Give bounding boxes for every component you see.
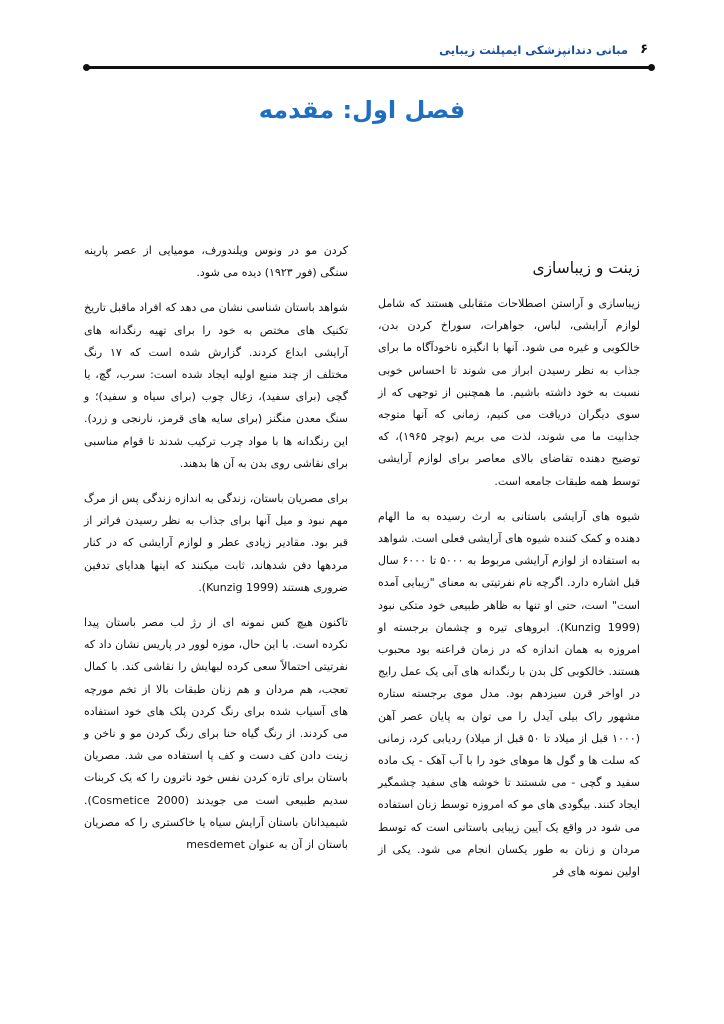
paragraph: زیباسازی و آراستن اصطلاحات متقابلی هستند که شامل لوازم آرایشی، لباس، جواهرات، سوراخ کردن بدن، خالکوبی و غیره می شود. آنها با انگیزه ناخودآگاه ما برای جذاب به نظر رسیدن ابراز می شوند تا احساس خوبی نسبت به خود داشته باشیم. ما همچنین از توجهی که از سوی دیگران دریافت می کنیم، زمانی که آنها متوجه جذابیت ما می شوند، لذت می بریم (بوچر ۱۹۶۵)، که توضیح دهنده تقاضای بالای معاصر برای لوازم آرایشی توسط همه طبقات جامعه است.: [378, 297, 640, 488]
paragraph: شواهد باستان شناسی نشان می دهد که افراد ماقبل تاریخ تکنیک های مختص به خود را برای تهیه رنگدانه های آرایشی ابداع کردند. گزارش شده است که ۱۷ رنگ مختلف از چند منبع اولیه ایجاد شده است: سرب، گچ، یا گچی (برای سفید)، زغال چوب (برای سیاه و سفید)؛ و سنگ معدن منگنز (برای سایه های قرمز، نارنجی و زرد). این رنگدانه ها با مواد چرب ترکیب شدند تا قوام مناسبی برای نقاشی روی بدن به آن ها بدهند.: [84, 301, 348, 470]
paragraph: شیوه های آرایشی باستانی به ارث رسیده به ما الهام دهنده و کمک کننده شیوه های آرایشی فعلی است. شواهد به استفاده از لوازم آرایشی مربوط به ۵۰۰۰ تا ۶۰۰۰ سال قبل اشاره دارد. اگرچه نام نفرتیتی به معنای "زیبایی آمده است" است، حتی او تنها به ظاهر طبیعی خود متکی نبود (Kunzig 1999). ابروهای تیره و چشمان برجسته او امروزه به همان اندازه که در زمان فراعنه بود محبوب هستند. خالکوبی کل بدن با رنگدانه های آبی یک عمل رایج در اواخر قرن سیزدهم بود. مدل موی برجسته ستاره مشهور راک بیلی آیدل را می توان به پایان عصر آهن (۱۰۰۰ قبل از میلاد تا ۵۰ قبل از میلاد) ردیابی کرد، زمانی که سلت ها و گول ها موهای خود را با آب آهک - یک ماده سفید و گچی - می شستند تا خوشه های سفید چشمگیر ایجاد کنند. بیگودی های مو که امروزه توسط زنان استفاده می شود در واقع یک آیین زیبایی باستانی است که توسط مردان و زنان به طور یکسان انجام می شود. یکی از اولین نمونه های فر: [378, 509, 641, 879]
paragraph: برای مصریان باستان، زندگی به اندازه زندگی پس از مرگ مهم نبود و میل آنها برای جذاب به نظر رسیدن فراتر از قبر بود. مقادیر زیادی عطر و لوازم آرایشی که در کنار مردهها دفن شدهاند، ثابت میکنند که اینها هدایای تدفین ضروری هستند (Kunzig 1999).: [84, 492, 348, 594]
running-header: [88, 40, 648, 60]
page-number: ۶: [640, 42, 648, 57]
paragraph: کردن مو در ونوس ویلندورف، مومیایی از عصر پارینه سنگی (فور ۱۹۲۳) دیده می شود.: [84, 244, 348, 280]
chapter-title: فصل اول: مقدمه: [258, 96, 466, 124]
book-title: مبانی دندانپزشکی ایمپلنت زیبایی: [439, 43, 628, 57]
left-column: [84, 240, 348, 869]
section-heading: زینت و زیباسازی: [532, 259, 640, 277]
header-rule: [86, 66, 652, 69]
right-column: [378, 248, 640, 896]
paragraph: تاکنون هیچ کس نمونه ای از رژ لب مصر باستان پیدا نکرده است. با این حال، موزه لوور در پاریس نشان داد که نفرتیتی احتمالاً سعی کرده لبهایش را نقاشی کند. با کمال تعجب، هم مردان و هم زنان طبقات بالا از تخم مورچه های آسیاب شده برای رنگ کردن پلک های خود استفاده می کردند. از رنگ گیاه حنا برای رنگ کردن مو و ناخن و زینت دادن کف دست و کف پا استفاده می شد. مصریان باستان برای تازه کردن نفس خود ناترون را که یک کربنات سدیم طبیعی است می جویدند (Cosmetice 2000). شیمیدانان باستان آرایش سیاه یا خاکستری را که مصریان باستان از آن به عنوان mesdemet: [84, 616, 348, 852]
